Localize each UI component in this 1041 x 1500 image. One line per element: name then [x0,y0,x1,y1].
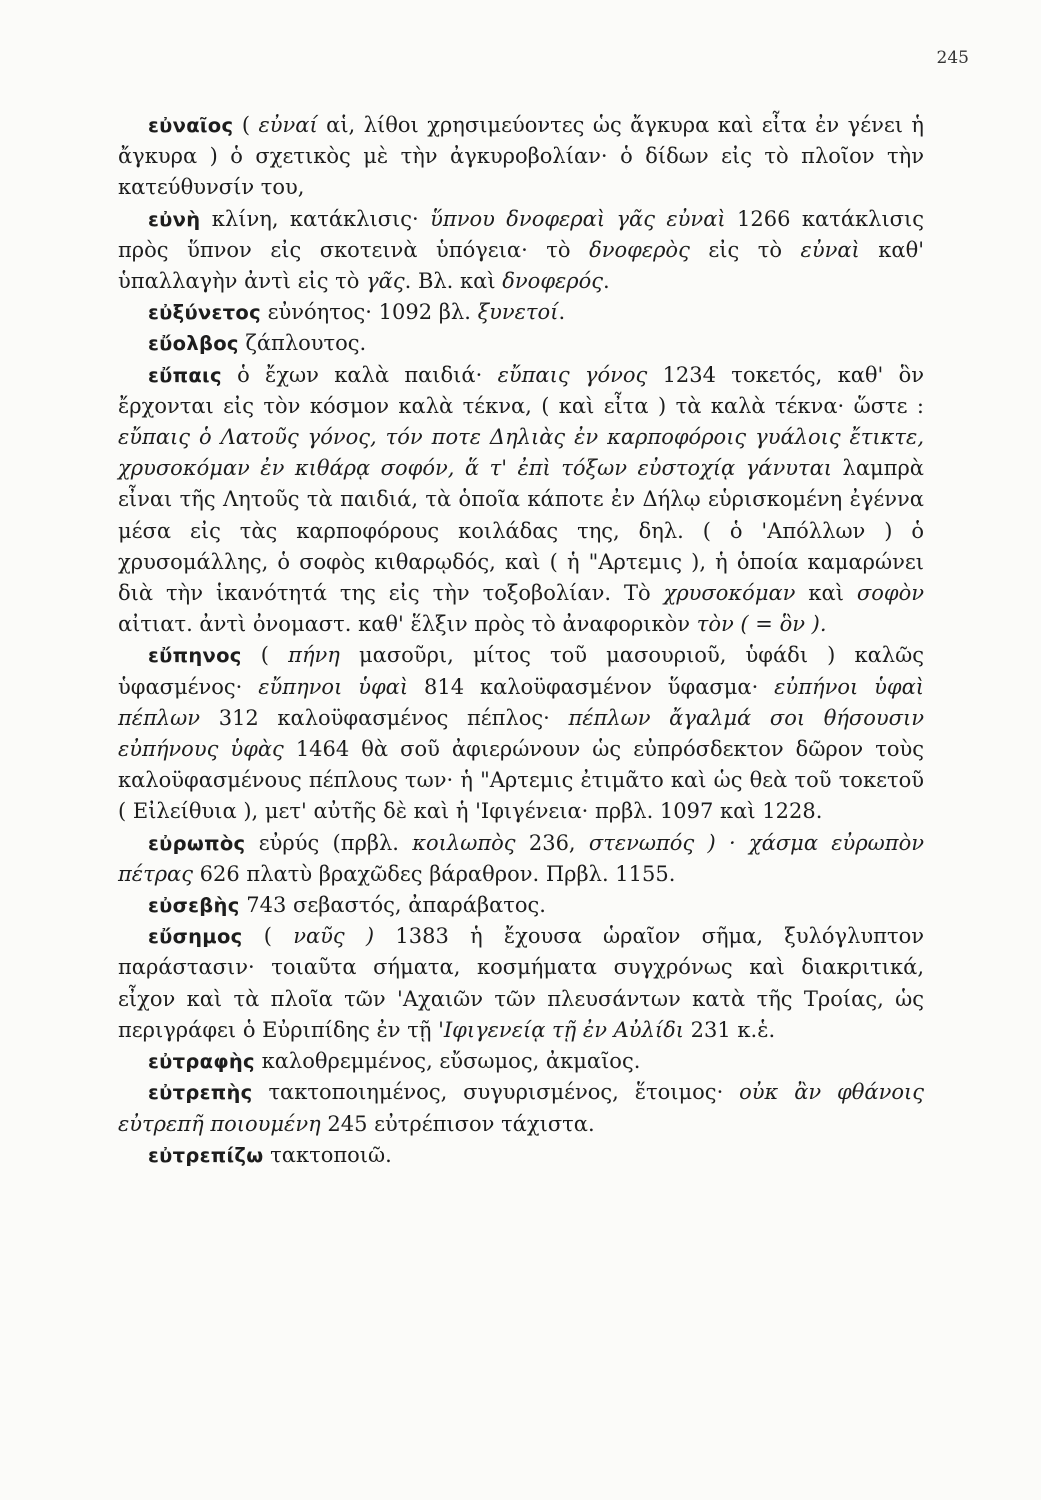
entry-text: 743 σεβαστός, ἀπαράβατος. [239,893,546,918]
entry-text: ζάπλουτος. [238,331,367,356]
entry-eupinos [118,640,924,827]
entry-text: 245 εὐτρέπισον τάχιστα. [320,1111,595,1136]
entry-eusevis [118,890,924,921]
entry-text: . Βλ. καὶ [404,269,503,294]
entry-text: εὐρύς (πρβλ. [245,830,413,855]
entry-text: αἱ, λίθοι χρησιμεύοντες ὡς ἄγκυρα καὶ εἶτα ἐν γένει ἡ ἄγκυρα ) ὁ σχετικὸς μὲ τὴν ἀγκυροβολίαν· ὁ δίδων εἰς τὸ πλοῖον τὴν κατεύθυνσίν του, [118,113,924,200]
quotation: εὐναί [258,113,318,137]
quotation: ὕπνου δνοφεραὶ γᾶς εὐναὶ [430,206,726,231]
quotation: τὸν ( = ὃν ). [696,612,827,637]
entry-text: καὶ [795,581,857,606]
entry-text: κλίνη, κατάκλισις· [200,206,431,231]
entry-text: ὁ ἔχων καλὰ παιδιά· [221,362,498,387]
quotation: εὔπηνοι ὑφαὶ [258,674,409,699]
quotation: γᾶς [366,269,405,294]
lemma: εὔπαις [148,363,222,387]
quotation: ναῦς ) [293,924,375,949]
quotation: δνοφερὸς [589,237,690,262]
quotation: κοιλωπὸς [412,830,516,855]
entry-text: 312 καλοϋφασμένος πέπλος· [200,705,569,730]
lemma: εὐρωπὸς [148,831,246,855]
quotation: ξυνετοί [477,300,559,325]
entry-eutrepizo [118,1140,924,1171]
entry-text: 231 κ.ἑ. [684,1017,776,1042]
entry-text: 236, [515,830,589,855]
entry-text: . [558,300,566,325]
quotation: οὐκ ἂν φθάνοις εὐτρεπῆ ποιουμένη [118,1080,924,1136]
entry-eusimos [118,921,924,1046]
entry-text: εὐνόητος· 1092 βλ. [260,300,478,325]
lemma: εὐσεβὴς [148,894,240,918]
entry-text: λαμπρὰ εἶναι τῆς Λητοῦς τὰ παιδιά, τὰ ὁποῖα κάποτε ἐν Δήλῳ εὑρισκομένη ἐγέννα μέσα εἰς τὰς καρποφόρους κοιλάδας της, δηλ. ( ὁ 'Απόλλων ) ὁ χρυσομάλλης, ὁ σοφὸς κιθαρῳδός, καὶ ( ἡ "Αρτεμις ), ἡ ὁποία καμαρώνει διὰ τὴν ἱκανότητά της εἰς τὴν τοξοβολίαν. Τὸ [118,456,924,606]
quotation: σοφὸν [856,581,924,606]
lemma: εὐναῖος [148,114,234,137]
entry-text: 1383 ἡ ἔχουσα ὡραῖον σῆμα, ξυλόγλυπτον παράστασιν· τοιαῦτα σήματα, κοσμήματα συγχρόνως καὶ διακριτικά, εἶχον καὶ τὰ πλοῖα τῶν 'Αχαιῶν τῶν πλευσάντων κατὰ τῆς Τροίας, ὡς περιγράφει ὁ Εὐριπίδης ἐν τῇ [118,924,925,1042]
lemma: εὐξύνετος [148,301,261,325]
quotation: δνοφερός [502,269,604,294]
page-number: 245 [936,48,969,68]
entry-text: μασοῦρι, μίτος τοῦ μασουριοῦ, ὑφάδι ) καλῶς ὑφασμένος· [118,643,925,699]
entry-text: ( [241,643,289,668]
entry-text: 814 καλοϋφασμένον ὕφασμα· [408,674,775,699]
lemma: εὔσημος [148,925,243,949]
entry-eunaios [118,110,924,204]
quotation: χρυσοκόμαν [663,581,796,606]
entry-text: τακτοποιημένος, συγυρισμένος, ἕτοιμος· [252,1080,740,1105]
entry-text: 1464 θὰ σοῦ ἀφιερώνουν ὡς εὐπρόσδεκτον δῶρον τοὺς καλοϋφασμένους πέπλους των· ἡ "Αρτεμις ἐτιμᾶτο καὶ ὡς θεὰ τοῦ τοκετοῦ ( Εἰλείθυια ), μετ' αὐτῆς δὲ καὶ ἡ 'Ιφιγένεια· πρβλ. 1097 καὶ 1228. [118,737,924,824]
entry-text: καλοθρεμμένος, εὔσωμος, ἀκμαῖος. [254,1049,641,1074]
entry-eutrepis [118,1077,924,1139]
lemma: εὐτρεπὴς [148,1081,253,1105]
entry-eupais [118,360,924,641]
entry-text: εἰς τὸ [689,237,801,262]
lemma: εὔπηνος [148,644,242,668]
entry-text: 1266 κατάκλισις πρὸς ὕπνον εἰς σκοτεινὰ ὑπόγεια· τὸ [118,206,925,262]
entry-euni [118,204,924,298]
lemma: εὐνὴ [148,207,201,231]
entry-euxynetos [118,297,924,328]
lemma: εὔολβος [148,332,239,356]
entry-text: 626 πλατὺ βραχῶδες βάραθρον. Πρβλ. 1155. [192,861,676,886]
entry-text: ( [233,113,259,137]
quotation: εὔπαις ὁ Λατοῦς γόνος, τόν ποτε Δηλιὰς ἐν καρποφόροις γυάλοις ἔτικτε, χρυσοκόμαν ἐν κιθάρᾳ σοφόν, ἅ τ' ἐπὶ τόξων εὐστοχίᾳ γάνυται [118,425,924,481]
dictionary-text [118,110,924,1171]
lemma: εὐτρεπίζω [148,1143,264,1167]
quotation: στενωπός ) · χάσμα εὐρωπὸν πέτρας [118,830,924,886]
quotation: εὐπήνοι ὑφαὶ πέπλων [118,674,924,730]
entry-text: 1234 τοκετός, καθ' ὃν ἔρχονται εἰς τὸν κόσμον καλὰ τέκνα, ( καὶ εἶτα ) τὰ καλὰ τέκνα· ὥστε : [118,362,924,418]
quotation: εὐναὶ [800,237,860,262]
quotation: εὔπαις γόνος [497,362,648,387]
entry-europos [118,828,924,890]
quotation: πήνη [288,643,340,668]
lemma: εὐτραφὴς [148,1050,255,1074]
entry-eutrafis [118,1046,924,1077]
quotation: 'Ιφιγενείᾳ τῇ ἐν Αὐλίδι [438,1017,684,1042]
entry-text: . [603,269,610,294]
quotation: πέπλων ἄγαλμά σοι θήσουσιν εὐπήνους ὑφὰς [118,705,924,762]
entry-text: αἰτιατ. ἀντὶ ὀνομαστ. καθ' ἕλξιν πρὸς τὸ ἀναφορικὸν [118,612,697,637]
entry-text: καθ' ὑπαλλαγὴν ἀντὶ εἰς τὸ [118,237,925,294]
entry-euolvos [118,328,924,359]
entry-text: τακτοποιῶ. [263,1142,392,1167]
entry-text: ( [242,924,294,949]
